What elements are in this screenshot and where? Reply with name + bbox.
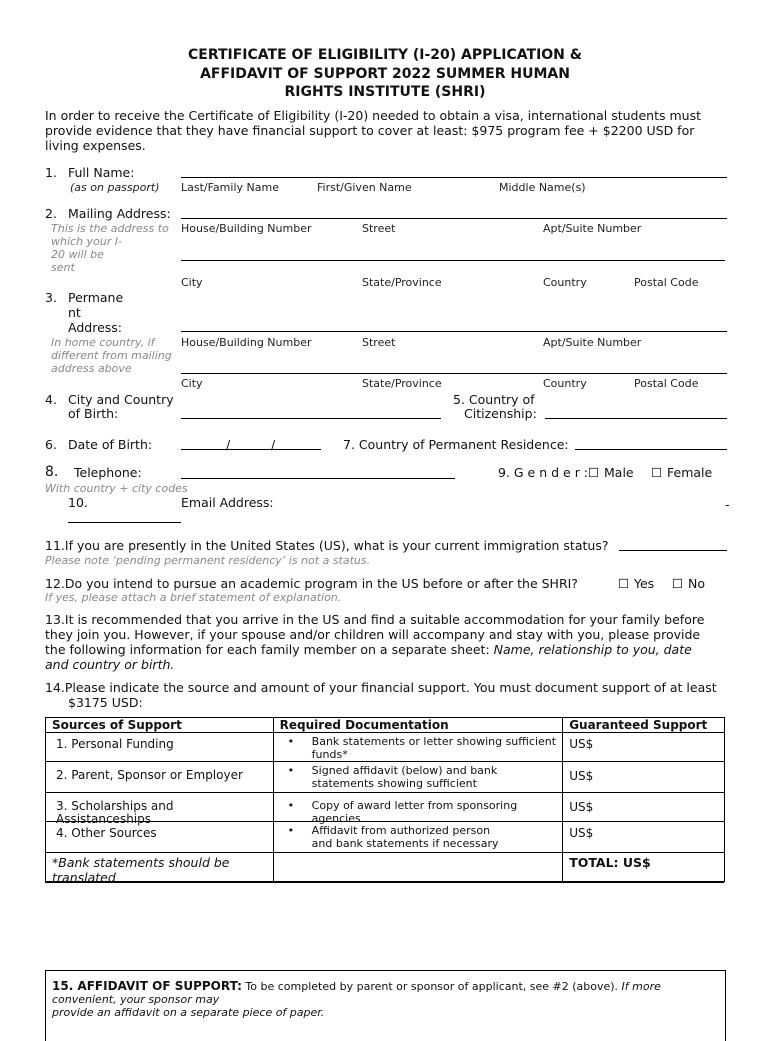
q13-line4: and country or birth.: [45, 657, 175, 672]
q13-line3-text: the following information for each family member on a separate sheet:: [45, 642, 490, 657]
amount-cell[interactable]: [563, 762, 725, 793]
q12-hint: If yes, please attach a brief statement of explanation.: [45, 591, 342, 604]
q2-sub-postal: Postal Code: [634, 276, 699, 289]
q2-sub-apt: Apt/Suite Number: [543, 222, 642, 235]
table-header-row: [46, 718, 725, 733]
empty-cell: [273, 853, 563, 882]
q14-line1: 14.Please indicate the source and amount of your financial support. You must document support of at least: [45, 680, 717, 695]
bullet: •: [287, 764, 295, 777]
intro-line3: living expenses.: [45, 138, 146, 153]
q3-sub-country: Country: [543, 377, 587, 390]
source-cell: [46, 822, 274, 853]
female-checkbox[interactable]: ☐: [651, 465, 663, 480]
financial-support-table: [45, 717, 725, 885]
full-name-field[interactable]: [181, 177, 727, 178]
header-guaranteed: Guaranteed Support: [563, 718, 725, 733]
q3-number: 3.: [45, 290, 57, 305]
form-title-line1: CERTIFICATE OF ELIGIBILITY (I-20) APPLICATION &: [188, 47, 582, 63]
q13-line1: 13.It is recommended that you arrive in the US and find a suitable accommodation for your family before: [45, 612, 705, 627]
doc-cell: [273, 793, 563, 825]
q12-text: 12.Do you intend to pursue an academic program in the US before or after the SHRI?: [45, 576, 578, 591]
amount-label: US$: [569, 769, 594, 783]
q15-text: To be completed by parent or sponsor of applicant, see #2 (above).: [241, 980, 619, 993]
q5-label-1: 5. Country of: [453, 392, 535, 407]
permanent-city-field[interactable]: [181, 373, 727, 374]
q3-label-1: Permane: [68, 290, 124, 305]
permanent-residence-field[interactable]: [575, 449, 727, 450]
q10-number: 10.: [68, 495, 88, 510]
q8-label: Telephone:: [74, 465, 142, 480]
q15-italic2: convenient, your sponsor may: [52, 993, 220, 1006]
q14-line2: $3175 USD:: [68, 695, 143, 710]
doc-cell: [273, 822, 563, 853]
dob-slash-2: /: [271, 437, 276, 452]
q3-label-3: Address:: [68, 320, 122, 335]
doc-line2: funds*: [311, 748, 348, 761]
q10-label: Email Address:: [181, 495, 274, 510]
source-cell: [46, 762, 274, 793]
male-label: Male: [604, 465, 634, 480]
form-title-line3: RIGHTS INSTITUTE (SHRI): [284, 84, 486, 100]
q1-sub-middle: Middle Name(s): [499, 181, 586, 194]
birth-place-field[interactable]: [181, 418, 441, 419]
header-sources: Sources of Support: [46, 718, 274, 733]
q3-label-2: nt: [68, 305, 81, 320]
bullet: •: [287, 824, 295, 837]
q15-italic3: provide an affidavit on a separate piece of paper.: [52, 1006, 325, 1019]
doc-cell: [273, 762, 563, 793]
q1-sub-last: Last/Family Name: [181, 181, 279, 194]
form-title-line2: AFFIDAVIT OF SUPPORT 2022 SUMMER HUMAN: [200, 66, 570, 82]
q3-hint-1: In home country, if: [51, 336, 155, 349]
telephone-field[interactable]: [181, 478, 455, 479]
q2-hint-2: which your I-: [51, 235, 122, 248]
q15-italic1: If more: [618, 980, 661, 993]
q2-sub-street: Street: [362, 222, 396, 235]
q2-sub-country: Country: [543, 276, 587, 289]
q1-number: 1.: [45, 165, 57, 180]
q2-sub-state: State/Province: [362, 276, 442, 289]
footnote-line1: *Bank statements should be: [52, 855, 230, 870]
q1-sub-first: First/Given Name: [317, 181, 412, 194]
table-row: [46, 853, 725, 882]
q15-heading: 15. AFFIDAVIT OF SUPPORT:: [52, 979, 242, 993]
header-documentation: Required Documentation: [273, 718, 563, 733]
q3-hint-3: address above: [51, 362, 132, 375]
amount-label: US$: [569, 826, 594, 840]
amount-cell[interactable]: [563, 793, 725, 822]
doc-text: [287, 735, 557, 761]
source-label: 1. Personal Funding: [56, 737, 174, 751]
total-cell[interactable]: [563, 853, 725, 882]
table-bottom-rule: [45, 882, 724, 883]
doc-text: [288, 764, 557, 790]
doc-text: [287, 795, 557, 825]
source-cell: [46, 793, 274, 826]
q6-label: Date of Birth:: [68, 437, 153, 452]
date-of-birth-field[interactable]: [181, 449, 321, 450]
q9-label: 9. G e n d e r :: [498, 465, 589, 480]
q6-number: 6.: [45, 437, 57, 452]
mailing-street-field[interactable]: [181, 218, 727, 219]
q3-sub-city: City: [181, 377, 203, 390]
source-cell: [46, 733, 274, 762]
doc-line1: Copy of award letter from sponsoring: [311, 799, 518, 812]
permanent-street-field[interactable]: [181, 331, 727, 332]
mailing-city-field[interactable]: [181, 260, 725, 261]
amount-cell[interactable]: [563, 822, 725, 853]
amount-label: US$: [569, 737, 594, 751]
doc-line1: Signed affidavit (below) and bank: [311, 764, 498, 777]
q3-sub-postal: Postal Code: [634, 377, 699, 390]
q3-sub-apt: Apt/Suite Number: [543, 336, 642, 349]
no-label: No: [688, 576, 705, 591]
q13-line3-italic: Name, relationship to you, date: [493, 642, 692, 657]
q13-line3: [45, 642, 692, 657]
doc-cell: [273, 733, 563, 762]
q2-label: Mailing Address:: [68, 206, 171, 221]
intro-line2: provide evidence that they have financial support to cover at least: $975 program fee + $2200 USD for: [45, 123, 695, 138]
male-checkbox[interactable]: ☐: [588, 465, 600, 480]
q5-label-2: Citizenship:: [464, 406, 537, 421]
yes-checkbox[interactable]: ☐: [618, 576, 630, 591]
source-label: 4. Other Sources: [56, 826, 157, 840]
q11-hint: Please note ‘pending permanent residency’ is not a status.: [45, 554, 371, 567]
doc-line1: Bank statements or letter showing sufficient: [311, 735, 557, 748]
q11-text: 11.If you are presently in the United States (US), what is your current immigration status?: [45, 538, 609, 553]
yes-label: Yes: [634, 576, 655, 591]
q10-dash: -: [725, 497, 730, 512]
source-line1: 3. Scholarships and: [56, 799, 174, 813]
q2-hint-1: This is the address to: [51, 222, 169, 235]
q3-sub-street: Street: [362, 336, 396, 349]
amount-cell[interactable]: [563, 733, 725, 762]
q1-label: Full Name:: [68, 165, 135, 180]
q15-line1: [52, 979, 661, 993]
q2-sub-city: City: [181, 276, 203, 289]
doc-line1: Affidavit from authorized person: [311, 824, 491, 837]
intro-line1: In order to receive the Certificate of Eligibility (I-20) needed to obtain a visa, international students must: [45, 108, 701, 123]
table-row: [46, 733, 725, 762]
total-label: TOTAL: US$: [569, 855, 651, 870]
q8-hint: With country + city codes: [45, 482, 188, 495]
source-line2: Assistanceships: [56, 812, 152, 826]
amount-label: US$: [569, 800, 594, 814]
footnote: [52, 855, 267, 885]
no-checkbox[interactable]: ☐: [672, 576, 684, 591]
q8-number: 8.: [45, 464, 59, 480]
source-label: 2. Parent, Sponsor or Employer: [56, 768, 243, 782]
immigration-status-field[interactable]: [619, 550, 727, 551]
doc-line2: agencies: [311, 812, 361, 825]
q2-hint-4: sent: [51, 261, 75, 274]
female-label: Female: [667, 465, 713, 480]
table-row: [46, 762, 725, 793]
q3-sub-state: State/Province: [362, 377, 442, 390]
source-label: [52, 795, 267, 826]
email-field[interactable]: [68, 522, 181, 523]
footnote-line2: translated: [52, 870, 116, 885]
bullet: •: [287, 799, 295, 812]
q3-sub-house: House/Building Number: [181, 336, 312, 349]
doc-line2: and bank statements if necessary: [311, 837, 499, 850]
q4-label-2: of Birth:: [68, 406, 119, 421]
table-row: [46, 822, 725, 853]
q13-line2: they join you. However, if your spouse and/or children will accompany and stay with you, please provide: [45, 627, 701, 642]
q4-label-1: City and Country: [68, 392, 174, 407]
doc-line2: statements showing sufficient: [311, 777, 477, 790]
bullet: •: [287, 735, 295, 748]
dob-slash-1: /: [226, 437, 231, 452]
doc-text: [288, 824, 557, 850]
q7-label: 7. Country of Permanent Residence:: [343, 437, 569, 452]
q4-number: 4.: [45, 392, 57, 407]
q2-number: 2.: [45, 206, 57, 221]
q1-hint: (as on passport): [70, 181, 160, 194]
q3-hint-2: different from mailing: [51, 349, 172, 362]
q2-sub-house: House/Building Number: [181, 222, 312, 235]
q2-hint-3: 20 will be: [51, 248, 104, 261]
citizenship-field[interactable]: [545, 418, 727, 419]
table-row: [46, 793, 725, 822]
footnote-cell: [46, 853, 274, 885]
